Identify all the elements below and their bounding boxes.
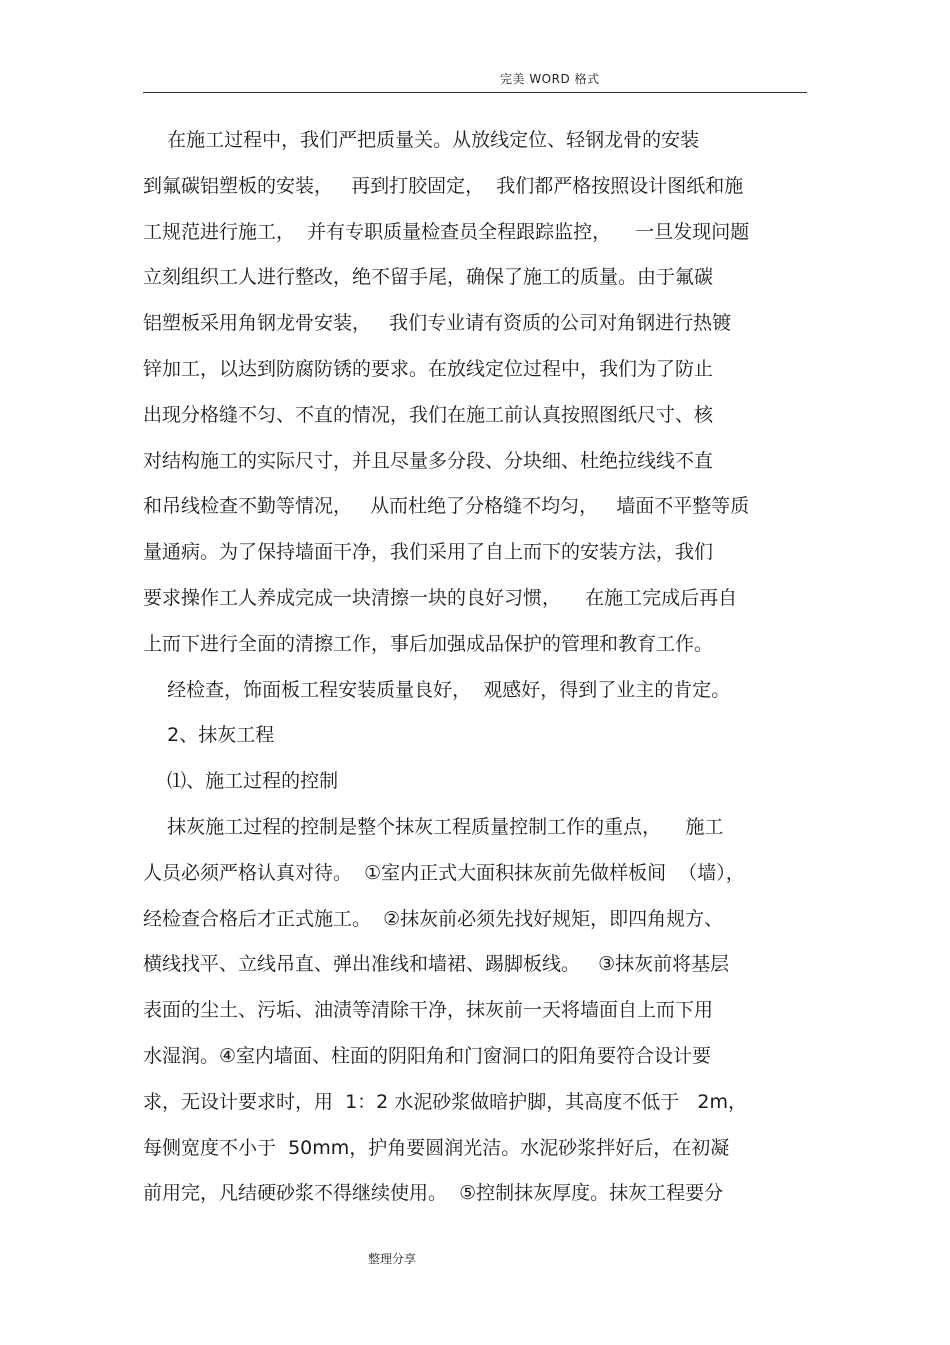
body-line: 人员必须严格认真对待。 ①室内正式大面积抹灰前先做样板间 （墙）， — [143, 861, 745, 884]
body-line: 量通病。为了保持墙面干净，我们采用了自上而下的安装方法，我们 — [143, 541, 714, 564]
body-line: 要求操作工人养成完成一块清擦一块的良好习惯， 在施工完成后再自 — [143, 586, 738, 609]
body-line: 2、抹灰工程 — [143, 724, 275, 747]
body-line: 出现分格缝不匀、不直的情况，我们在施工前认真按照图纸尺寸、核 — [143, 403, 714, 426]
page-header-title: 完美 WORD 格式 — [500, 72, 600, 86]
body-line: 横线找平、立线吊直、弹出准线和墙裙、踢脚板线。 ③抹灰前将基层 — [143, 953, 730, 976]
body-line: 经检查合格后才正式施工。 ②抹灰前必须先找好规矩，即四角规方、 — [143, 907, 724, 930]
body-line: 立刻组织工人进行整改，绝不留手尾，确保了施工的质量。由于氟碳 — [143, 266, 714, 289]
body-line: 和吊线检查不勤等情况， 从而杜绝了分格缝不均匀， 墙面不平整等质 — [143, 495, 750, 518]
body-line: 每侧宽度不小于 50mm，护角要圆润光洁。水泥砂浆拌好后，在初凝 — [143, 1136, 730, 1159]
body-line: 工规范进行施工， 并有专职质量检查员全程跟踪监控， 一旦发现问题 — [143, 220, 750, 243]
body-line: ⑴、施工过程的控制 — [143, 770, 339, 793]
body-line: 表面的尘土、污垢、油渍等清除干净，抹灰前一天将墙面自上而下用 — [143, 999, 714, 1022]
body-line: 到氟碳铝塑板的安装， 再到打胶固定， 我们都严格按照设计图纸和施 — [143, 174, 744, 197]
body-line: 前用完，凡结硬砂浆不得继续使用。 ⑤控制抹灰厚度。抹灰工程要分 — [143, 1182, 724, 1205]
body-line: 求，无设计要求时，用 1：2 水泥砂浆做暗护脚，其高度不低于 2m， — [143, 1090, 748, 1113]
body-line: 上而下进行全面的清擦工作，事后加强成品保护的管理和教育工作。 — [143, 632, 714, 655]
body-line: 锌加工，以达到防腐防锈的要求。在放线定位过程中，我们为了防止 — [143, 357, 714, 380]
header-divider — [143, 92, 807, 93]
document-body — [143, 118, 807, 1217]
body-line: 水湿润。④室内墙面、柱面的阴阳角和门窗洞口的阳角要符合设计要 — [143, 1044, 712, 1067]
body-line: 铝塑板采用角钢龙骨安装， 我们专业请有资质的公司对角钢进行热镀 — [143, 312, 732, 335]
body-line: 在施工过程中，我们严把质量关。从放线定位、轻钢龙骨的安装 — [143, 129, 700, 151]
body-line: 经检查，饰面板工程安装质量良好， 观感好，得到了业主的肯定。 — [143, 678, 731, 701]
body-line: 对结构施工的实际尺寸，并且尽量多分段、分块细、杜绝拉线线不直 — [143, 449, 714, 472]
body-line: 抹灰施工过程的控制是整个抹灰工程质量控制工作的重点， 施工 — [143, 815, 724, 838]
page-footer-text: 整理分享 — [368, 1252, 417, 1266]
